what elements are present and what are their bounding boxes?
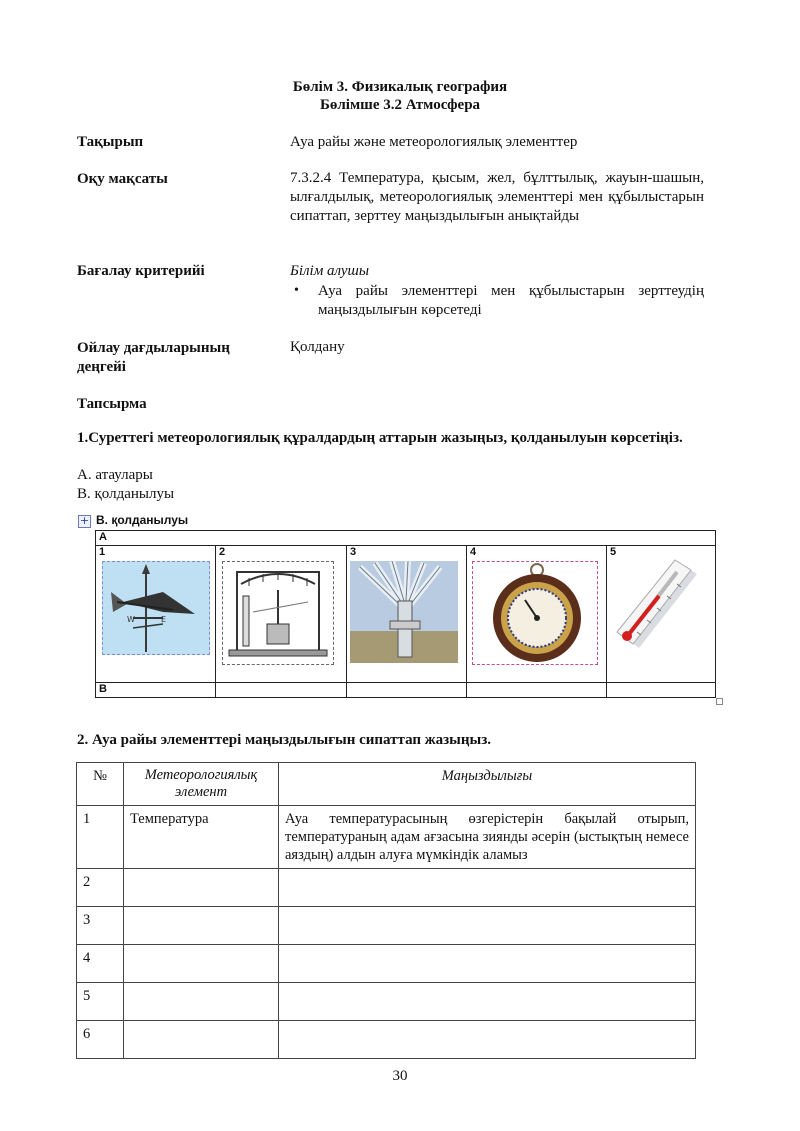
table-row: 2 xyxy=(77,869,696,907)
importance-input-cell[interactable] xyxy=(279,945,696,983)
answer-cell-3[interactable] xyxy=(347,683,467,698)
table-row: 4 xyxy=(77,945,696,983)
question-1-a: А. атаулары xyxy=(77,467,153,483)
svg-text:E: E xyxy=(161,615,167,624)
topic-label: Тақырып xyxy=(77,134,144,150)
answer-cell-4[interactable] xyxy=(467,683,607,698)
instrument-cell-1: 1 xyxy=(96,546,216,683)
element-input-cell[interactable] xyxy=(124,1021,279,1059)
objective-value: 7.3.2.4 Температура, қысым, жел, бұлттылық, жауын-шашын, ылғалдылық, метеорологиялық элементтері мен құбылыстарын сипаттап, зерттеу маңыздылығын анықтайды xyxy=(290,170,704,224)
criteria-label: Бағалау критерийі xyxy=(77,263,205,279)
row-a-label: А xyxy=(96,531,716,546)
row-b-label: В xyxy=(96,683,216,698)
subsection-title: Бөлімше 3.2 Атмосфера xyxy=(319,97,481,113)
table-row: 5 xyxy=(77,983,696,1021)
table-row: 3 xyxy=(77,907,696,945)
criteria-heading: Білім алушы xyxy=(290,263,370,279)
objective-label: Оқу мақсаты xyxy=(77,171,168,187)
thermometer-icon xyxy=(611,556,705,652)
col-header-element: Метеорологиялық элемент xyxy=(124,763,279,806)
weather-vane-icon xyxy=(102,561,210,655)
element-input-cell[interactable] xyxy=(124,869,279,907)
col-header-importance: Маңыздылығы xyxy=(279,763,696,806)
element-input-cell[interactable] xyxy=(124,945,279,983)
question-1: 1.Суреттегі метеорологиялық құралдардың аттарын жазыңыз, қолданылуын көрсетіңіз. xyxy=(77,430,683,446)
table-row: 6 xyxy=(77,1021,696,1059)
table-resize-handle[interactable] xyxy=(716,698,723,705)
instrument-cell-4: 4 xyxy=(467,546,607,683)
svg-text:W: W xyxy=(127,615,135,624)
rain-gauge-icon xyxy=(350,561,458,663)
thinking-label: Ойлау дағдыларының деңгейі xyxy=(77,340,230,375)
table-move-handle-icon[interactable]: + xyxy=(79,514,90,527)
instrument-cell-3: 3 xyxy=(347,546,467,683)
importance-input-cell[interactable] xyxy=(279,907,696,945)
importance-input-cell[interactable] xyxy=(279,983,696,1021)
instrument-cell-2: 2 xyxy=(216,546,347,683)
topic-value: Ауа райы және метеорологиялық элементтер xyxy=(290,134,578,150)
importance-input-cell[interactable] xyxy=(279,1021,696,1059)
bullet-icon: • xyxy=(294,283,299,298)
task-heading: Тапсырма xyxy=(77,396,147,412)
element-input-cell[interactable] xyxy=(124,907,279,945)
page-number: 30 xyxy=(392,1068,408,1084)
instrument-cell-5: 5 xyxy=(607,546,716,683)
section-title: Бөлім 3. Физикалық география xyxy=(292,79,508,95)
col-header-no: № xyxy=(77,763,124,806)
table-caption: В. қолданылуы xyxy=(96,513,189,527)
elements-table xyxy=(76,762,696,1059)
answer-cell-5[interactable] xyxy=(607,683,716,698)
importance-input-cell[interactable] xyxy=(279,869,696,907)
element-input-cell[interactable] xyxy=(124,983,279,1021)
barograph-icon xyxy=(222,561,334,665)
barometer-icon xyxy=(472,561,598,665)
answer-cell-2[interactable] xyxy=(216,683,347,698)
table-row: 1 Температура Ауа температурасының өзгерістерін бақылай отырып, температураның адам ағзасына зиянды әсерін (ыстықтың немесе аяздың) алдын алуға мүмкіндік аламыз xyxy=(77,806,696,869)
thinking-value: Қолдану xyxy=(290,339,345,355)
criteria-bullet: Ауа райы элементтері мен құбылыстарын зерттеудің маңыздылығын көрсетеді xyxy=(318,283,704,318)
question-2: 2. Ауа райы элементтері маңыздылығын сипаттап жазыңыз. xyxy=(77,732,492,748)
question-1-b: В. қолданылуы xyxy=(77,486,175,502)
